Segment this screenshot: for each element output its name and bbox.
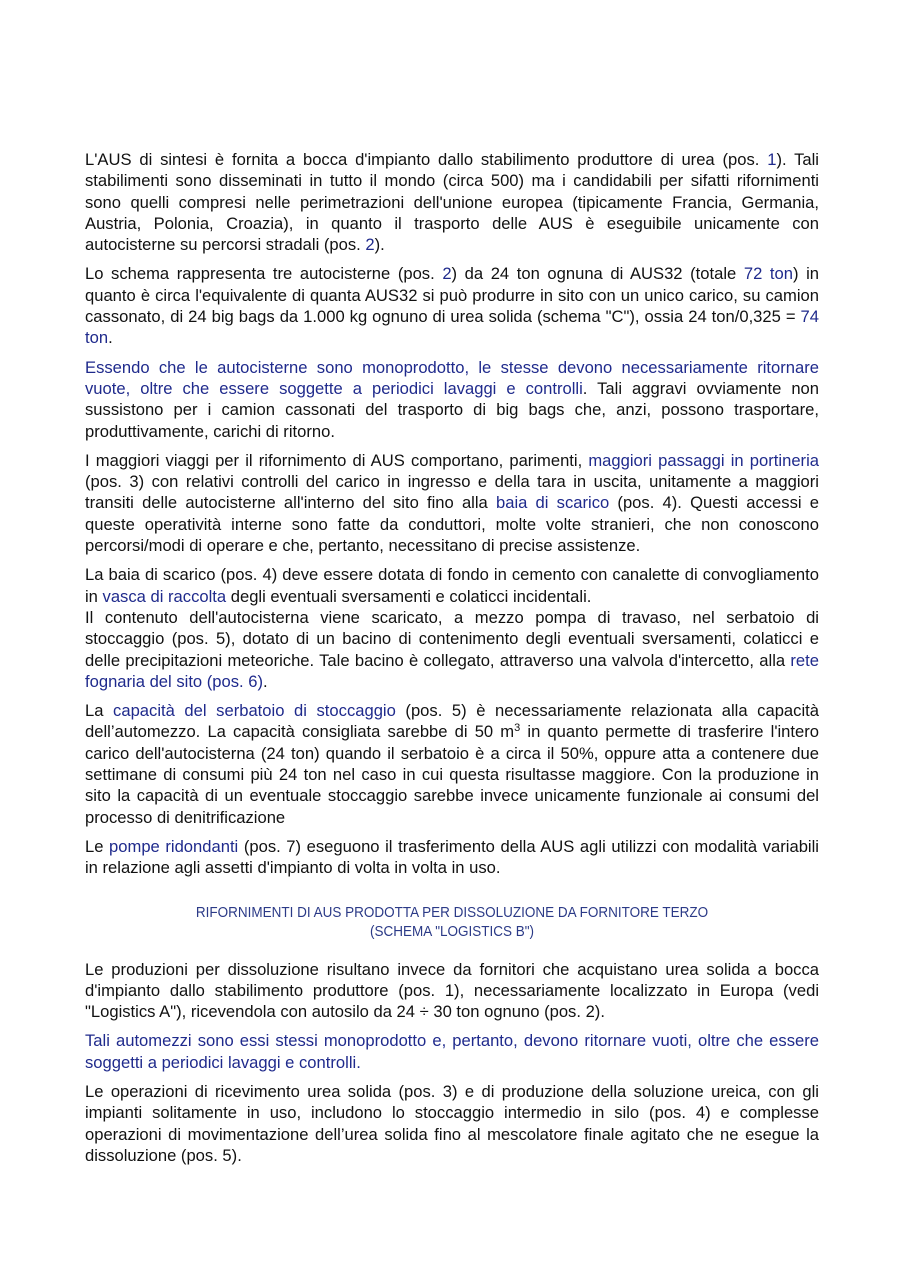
paragraph-p11 [85,1081,819,1166]
highlighted-text: 74 ton [85,307,819,348]
paragraph-p6 [85,607,819,692]
paragraph-p5 [85,564,819,607]
text-run: ). [374,235,385,255]
text-run: (pos. 5) è necessariamente relazionata alla capacità dell’automezzo. La capacità consigliata sarebbe di 50 m [85,701,819,742]
paragraph-p7 [85,700,819,828]
text-run: Le produzioni per dissoluzione risultano invece da fornitori che acquistano urea solida a bocca d'impianto dallo stabilimento produttore (pos. 1), necessariamente localizzato in Europa (vedi "Logistics A"), ricevendola con autosilo da 24 ÷ 30 ton ognuno (pos. 2). [85,959,819,1022]
text-run: I maggiori viaggi per il rifornimento di AUS comportano, parimenti, [85,450,589,470]
section-logistics-a [85,149,819,879]
paragraph-p8 [85,836,819,879]
text-run: Le operazioni di ricevimento urea solida (pos. 3) e di produzione della soluzione ureica, con gli impianti solitamente in uso, includono lo stoccaggio intermedio in silo (pos. 4) e complesse operazioni di movimentazione dell’urea solida fino al mescolatore finale agitato che ne esegue la dissoluzione (pos. 5). [85,1081,819,1165]
section-heading-line1: RIFORNIMENTI DI AUS PRODOTTA PER DISSOLUZIONE DA FORNITORE TERZO [195,903,709,921]
text-run: . [263,671,268,691]
paragraph-p3 [85,357,819,442]
highlighted-text: capacità del serbatoio di stoccaggio [113,701,396,721]
text-run: Il contenuto dell'autocisterna viene scaricato, a mezzo pompa di travaso, nel serbatoio di stoccaggio (pos. 5), dotato di un bacino di contenimento degli eventuali sversamenti, colaticci e delle precipitazioni meteoriche. Tale bacino è collegato, attraverso una valvola d'intercetto, alla [85,607,819,670]
text-run: Le [85,836,110,856]
highlighted-text: pompe ridondanti [109,836,239,856]
highlighted-text: 2 [365,235,375,255]
paragraph-p1 [85,149,819,255]
section-logistics-b [85,959,819,1167]
text-run: (pos. 3) con relativi controlli del carico in ingresso e della tara in uscita, unitamente a maggiori transiti delle autocisterne all'interno del sito fino alla [85,472,819,513]
text-run: (pos. 7) eseguono il trasferimento della AUS agli utilizzi con modalità variabili in relazione agli assetti d'impianto di volta in volta in uso. [85,836,819,878]
text-run: ) da 24 ton ognuna di AUS32 (totale [451,264,744,284]
highlighted-text: 72 ton [743,264,793,284]
superscript: 3 [514,722,521,735]
section-heading-line2: (SCHEMA "LOGISTICS B") [369,922,535,940]
paragraph-p4 [85,450,819,556]
highlighted-text: rete fognaria del sito (pos. 6) [85,650,819,691]
text-run: . Tali aggravi ovviamente non sussistono per i camion cassonati del trasporto di big bags che, anzi, possono trasportare, produttivamente, carichi di ritorno. [85,378,819,441]
section-heading [122,903,783,941]
paragraph-p9 [85,959,819,1023]
text-run: in quanto permette di trasferire l'intero carico dell'autocisterna (24 ton) quando il serbatoio è a circa il 50%, oppure atta a contenere due settimane di consumi più 24 ton nel caso in cui questa risultasse maggiore. Con la produzione in sito la capacità di un eventuale stoccaggio sarebbe invece unicamente funzionale ai consumi del processo di denitrificazione [85,722,819,827]
highlighted-text: Tali automezzi sono essi stessi monoprodotto e, pertanto, devono ritornare vuoti, oltre che essere soggetti a periodici lavaggi e controlli. [85,1031,819,1072]
text-run: (pos. 4). Questi accessi e queste operatività interne sono fatte da conduttori, molte volte stranieri, che non conoscono percorsi/modi di operare e che, pertanto, necessitano di precise assistenze. [85,493,819,556]
highlighted-text: vasca di raccolta [102,586,227,606]
highlighted-text: 2 [442,264,452,284]
highlighted-text: baia di scarico [495,493,610,513]
paragraph-p2 [85,263,819,348]
text-run: ). Tali stabilimenti sono disseminati in tutto il mondo (circa 500) ma i candidabili per sifatti rifornimenti sono quelli compresi nelle perimetrazioni dell'unione europea (tipicamente Francia, Germania, Austria, Polonia, Croazia), in quanto il trasporto delle AUS è eseguibile unicamente con autocisterne su percorsi stradali (pos. [85,150,819,255]
highlighted-text: maggiori passaggi in portineria [588,450,819,470]
paragraph-p10 [85,1030,819,1073]
highlighted-text: 1 [767,150,777,169]
text-run: ) in quanto è circa l'equivalente di quanta AUS32 si può produrre in sito con un unico carico, su camion cassonato, di 24 big bags da 1.000 kg ognuno di urea solida (schema "C"), ossia 24 ton/0,325 = [85,264,819,327]
text-run: Lo schema rappresenta tre autocisterne (pos. [85,264,443,284]
text-run: L'AUS di sintesi è fornita a bocca d'impianto dallo stabilimento produttore di urea (pos. [85,150,768,169]
document-page [85,149,819,1174]
highlighted-text: Essendo che le autocisterne sono monoprodotto, le stesse devono necessariamente ritornare vuote, oltre che essere soggette a periodici lavaggi e controlli [85,357,819,398]
text-run: La baia di scarico (pos. 4) deve essere dotata di fondo in cemento con canalette di convogliamento in [85,565,819,606]
text-run: La [85,701,114,721]
text-run: . [108,328,113,348]
text-run: degli eventuali sversamenti e colaticci incidentali. [226,586,592,606]
